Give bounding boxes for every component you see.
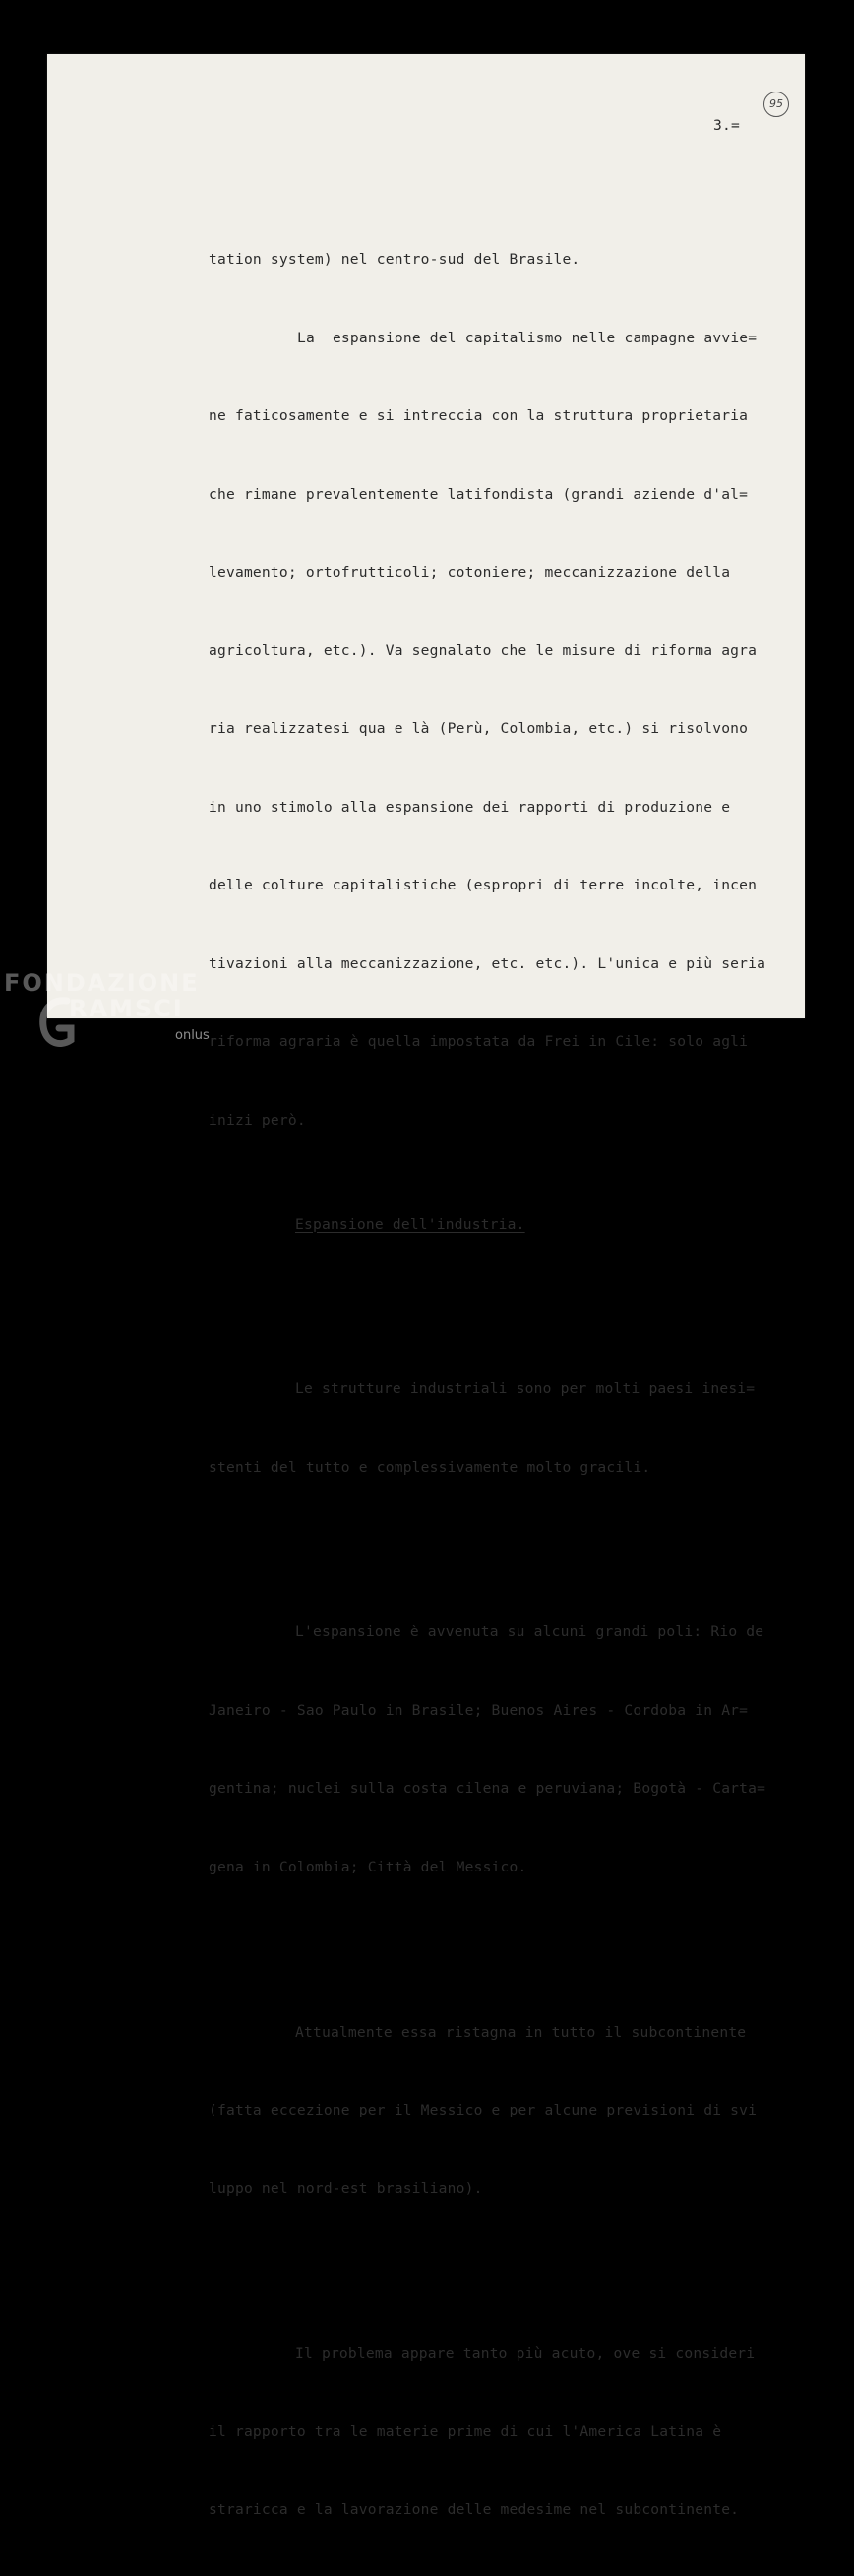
- page-number: 3.=: [713, 117, 740, 134]
- text-line: agricoltura, etc.). Va segnalato che le misure di riforma agra: [209, 642, 758, 659]
- watermark-line1: FONDAZIONE: [4, 969, 200, 997]
- text-line: stenti del tutto e complessivamente molto gracili.: [209, 1458, 651, 1476]
- text-line: levamento; ortofrutticoli; cotoniere; meccanizzazione della: [209, 564, 731, 581]
- text-line: (fatta eccezione per il Messico e per alcune previsioni di svi: [209, 2102, 758, 2119]
- watermark-line2: RAMSCI: [69, 995, 184, 1022]
- text-line: Janeiro - Sao Paulo in Brasile; Buenos Aires - Cordoba in Ar=: [209, 1701, 749, 1719]
- text-line: riforma agraria è quella impostata da Frei in Cile: solo agli: [209, 1033, 749, 1050]
- text-line: Attualmente essa ristagna in tutto il subcontinente: [295, 2023, 747, 2041]
- text-line: in uno stimolo alla espansione dei rapporti di produzione e: [209, 798, 731, 816]
- text-line: che rimane prevalentemente latifondista (grandi aziende d'al=: [209, 485, 749, 503]
- archive-number-stamp: 95: [763, 92, 789, 117]
- text-line: tation system) nel centro-sud del Brasile.: [209, 251, 580, 268]
- text-line: L'espansione è avvenuta su alcuni grandi poli: Rio de: [295, 1624, 764, 1641]
- text-line: delle colture capitalistiche (espropri di terre incolte, incen: [209, 877, 758, 893]
- section-heading-text: Espansione dell'industria.: [295, 1215, 525, 1233]
- fondazione-gramsci-watermark: [4, 969, 240, 1058]
- text-line: il rapporto tra le materie prime di cui l'America Latina è: [209, 2423, 722, 2440]
- text-line: gena in Colombia; Città del Messico.: [209, 1858, 527, 1875]
- watermark-onlus: onlus: [175, 1028, 210, 1043]
- text-line: gentina; nuclei sulla costa cilena e peruviana; Bogotà - Carta=: [209, 1780, 766, 1798]
- section-heading: [209, 1212, 765, 1239]
- text-line: ne faticosamente e si intreccia con la struttura proprietaria: [209, 407, 749, 424]
- text-line: ria realizzatesi qua e là (Perù, Colombia, etc.) si risolvono: [209, 720, 749, 737]
- document-body: [209, 195, 765, 2576]
- text-line: Le strutture industriali sono per molti paesi inesi=: [295, 1380, 756, 1398]
- text-line: luppo nel nord-est brasiliano).: [209, 2179, 483, 2197]
- text-line: inizi però.: [209, 1111, 306, 1129]
- text-line: Il problema appare tanto più acuto, ove si consideri: [295, 2345, 756, 2362]
- text-line: straricca e la lavorazione delle medesime nel subcontinente.: [209, 2501, 740, 2519]
- text-line: La espansione del capitalismo nelle campagne avvie=: [297, 329, 758, 346]
- text-line: tivazioni alla meccanizzazione, etc. etc.). L'unica e più seria: [209, 954, 766, 972]
